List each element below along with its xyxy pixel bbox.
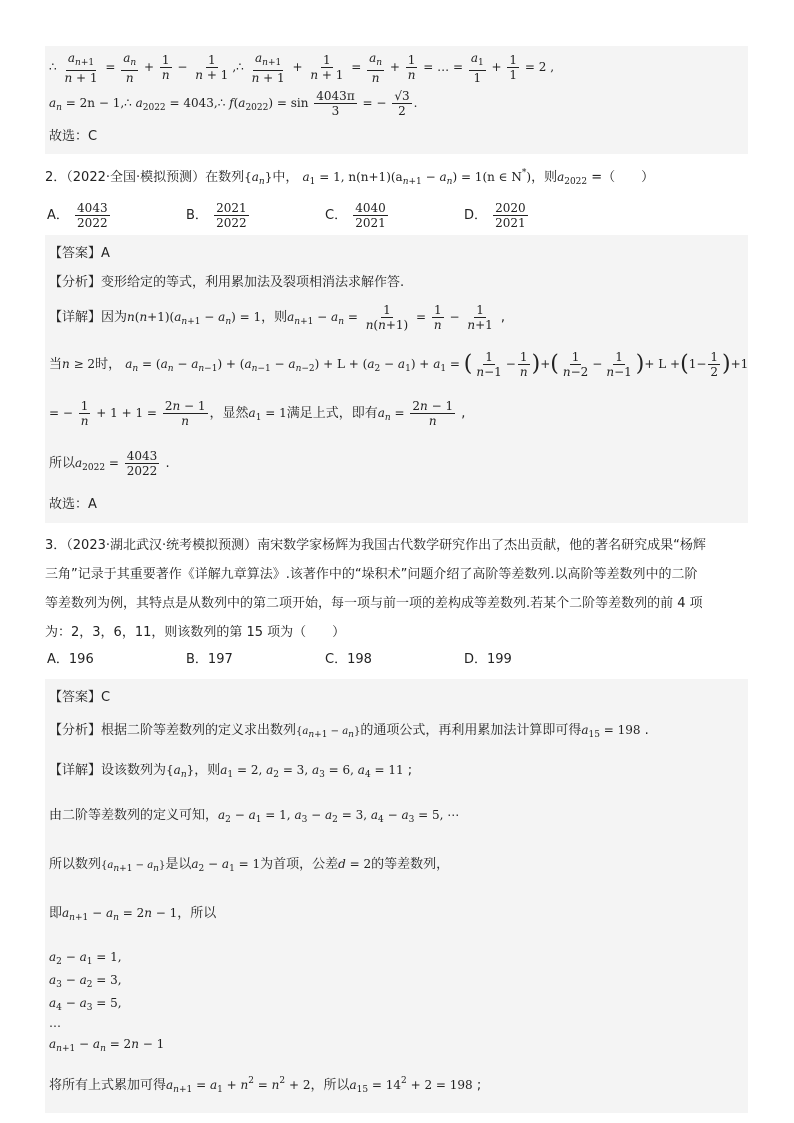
q2-options bbox=[45, 195, 748, 235]
q3-stem-line4: 为：2，3，6，11，则该数列的第 15 项为（ ） bbox=[45, 624, 346, 640]
q3-detail-line3: 所以数列{an+1 − an}是以$a_2 - a_1 = 1$为首项，公差d = 2的等差数列， bbox=[49, 856, 450, 874]
q3-detail-line2: 由二阶等差数列的定义可知，$a_2 - a_1 = 1$, $a_3 - a_2 = 3$, $a_4 - a_3 = 5$, ⋯ bbox=[49, 807, 460, 825]
q2-detail-line3: = − $\frac{1}{n}$ + 1 + 1 = $\frac{2n - 1}{n}$ ，显然$a_1 = 1$满足上式，即有$a_n$ = $\frac{2n - 1}{n}$ , bbox=[49, 398, 466, 428]
q2-solution bbox=[45, 235, 748, 523]
q1-result-line: $a_n = 2n$ − 1,∴ $a_{2022}$ = 4043,∴ $f(a_{2022}) = \sin$ $\frac{4043\pi}{3}$ = − $\frac{√3}{2}$ . bbox=[49, 88, 418, 118]
q3-detail-line4: 即$a_{n+1} - a_n = 2n - 1$，所以 bbox=[49, 905, 217, 923]
q1-result-sign: = − bbox=[362, 95, 387, 110]
q1-sin-label: = sin bbox=[276, 95, 309, 110]
q3-option-b[interactable]: B．197 bbox=[186, 651, 233, 667]
q3-answer-label: 【答案】C bbox=[49, 689, 111, 705]
q2-analysis: 【分析】变形给定的等式，利用累加法及裂项相消法求解作答. bbox=[49, 274, 405, 290]
q3-analysis: 【分析】根据二阶等差数列的定义求出数列{an+1 − an}的通项公式，再利用累加法计算即可得$a_{15} = 198$ . bbox=[49, 722, 649, 740]
q3-stem-line3: 等差数列为例，其特点是从数列中的第二项开始，每一项与前一项的差构成等差数列.若某个二阶等差数列的前 4 项 bbox=[45, 595, 703, 611]
q1-solution-tail bbox=[45, 46, 748, 154]
q1-line1-tail: = 2 , bbox=[524, 60, 555, 74]
q3-difference-list: $a_2 - a_1 = 1$, $a_3 - a_2 = 3$, $a_4 - a_3 = 5$, ⋯ $a_{n+1} - a_n = 2n - 1$ bbox=[49, 949, 165, 1054]
q3-solution bbox=[45, 679, 748, 1113]
q2-option-c[interactable]: C． $\frac{4040}{2021}$ bbox=[325, 200, 386, 230]
q2-detail-line2: 当n ≥ 2时， $a_n = (a_n - a_{n-1}) + (a_{n-1} - a_{n-2}) + L + (a_2 - a_1) + a_1$ = ( $\frac{1}{n-1}$ − $\frac{1}{n}$ )+( $\frac{1}{n-2}$ − $\frac{1}{n-1}$ )+ L +(1− $\frac{1}{2}$ )+1 bbox=[49, 349, 749, 379]
q3-option-c[interactable]: C．198 bbox=[325, 651, 372, 667]
q2-option-a[interactable]: A． $\frac{4043}{2022}$ bbox=[47, 200, 108, 230]
q1-an-value: 2n − 1,∴ bbox=[79, 95, 136, 110]
q2-detail-line1: 【详解】因为$n(n+1)(a_{n+1} - a_n) = 1$，则$a_{n+1} - a_n$ = $\frac{1}{n(n+1)}$ = $\frac{1}{n}$ − $\frac{1}{n+1}$ , bbox=[49, 302, 506, 332]
q2-option-b[interactable]: B． $\frac{2021}{2022}$ bbox=[186, 200, 247, 230]
q1-equation-line: ∴ $\frac{a_{n+1}}{n + 1}$ = $\frac{a_n}{n}$ + $\frac{1}{n}$ − $\frac{1}{n + 1}$ ,∴ $\frac{a_{n+1}}{n + 1}$ + $\frac{1}{n + 1}$ = $\frac{a_n}{n}$ + $\frac{1}{n}$ = … = $\frac{a_1}{1}$ + $\frac{1}{1}$ = 2 , bbox=[49, 50, 555, 85]
q3-stem-line1: 3．（2023·湖北武汉·统考模拟预测）南宋数学家杨辉为我国古代数学研究作出了杰出贡献，他的著名研究成果“杨辉 bbox=[45, 537, 706, 553]
q3-options bbox=[45, 647, 748, 675]
q2-answer-label: 【答案】A bbox=[49, 245, 110, 261]
q3-option-a[interactable]: A．196 bbox=[47, 651, 94, 667]
q2-stem: 2．（2022·全国·模拟预测）在数列$\{a_n\}$中， $a_1 = 1$, $n(n+1)(a_{n+1} - a_n) = 1(n$ ∈ N*)，则$a_{2022}$ =（ ） bbox=[45, 167, 655, 187]
q3-option-d[interactable]: D．199 bbox=[464, 651, 512, 667]
q3-stem bbox=[45, 523, 748, 647]
q2-detail-line4: 所以$a_{2022}$ = $\frac{4043}{2022}$ . bbox=[49, 448, 170, 478]
page-content bbox=[45, 46, 748, 1113]
q1-answer: 故选：C bbox=[49, 128, 98, 144]
q3-detail-line1: 【详解】设该数列为$\{a_n\}$，则$a_1 = 2$, $a_2 = 3$, $a_3 = 6$, $a_4 = 11$ ; bbox=[49, 762, 413, 780]
q3-detail-sum: 将所有上式累加可得$a_{n+1} = a_1 + n^2 = n^2 + 2$，所以$a_{15} = 14^2 + 2 = 198$ ; bbox=[49, 1075, 482, 1095]
q1-a2022-value: = 4043,∴ bbox=[169, 95, 230, 110]
q2-final-answer: 故选：A bbox=[49, 496, 97, 512]
q3-stem-line2: 三角”记录于其重要著作《详解九章算法》.该著作中的“垛积术”问题介绍了高阶等差数列.以高阶等差数列中的二阶 bbox=[45, 566, 698, 582]
q2-option-d[interactable]: D． $\frac{2020}{2021}$ bbox=[464, 200, 526, 230]
